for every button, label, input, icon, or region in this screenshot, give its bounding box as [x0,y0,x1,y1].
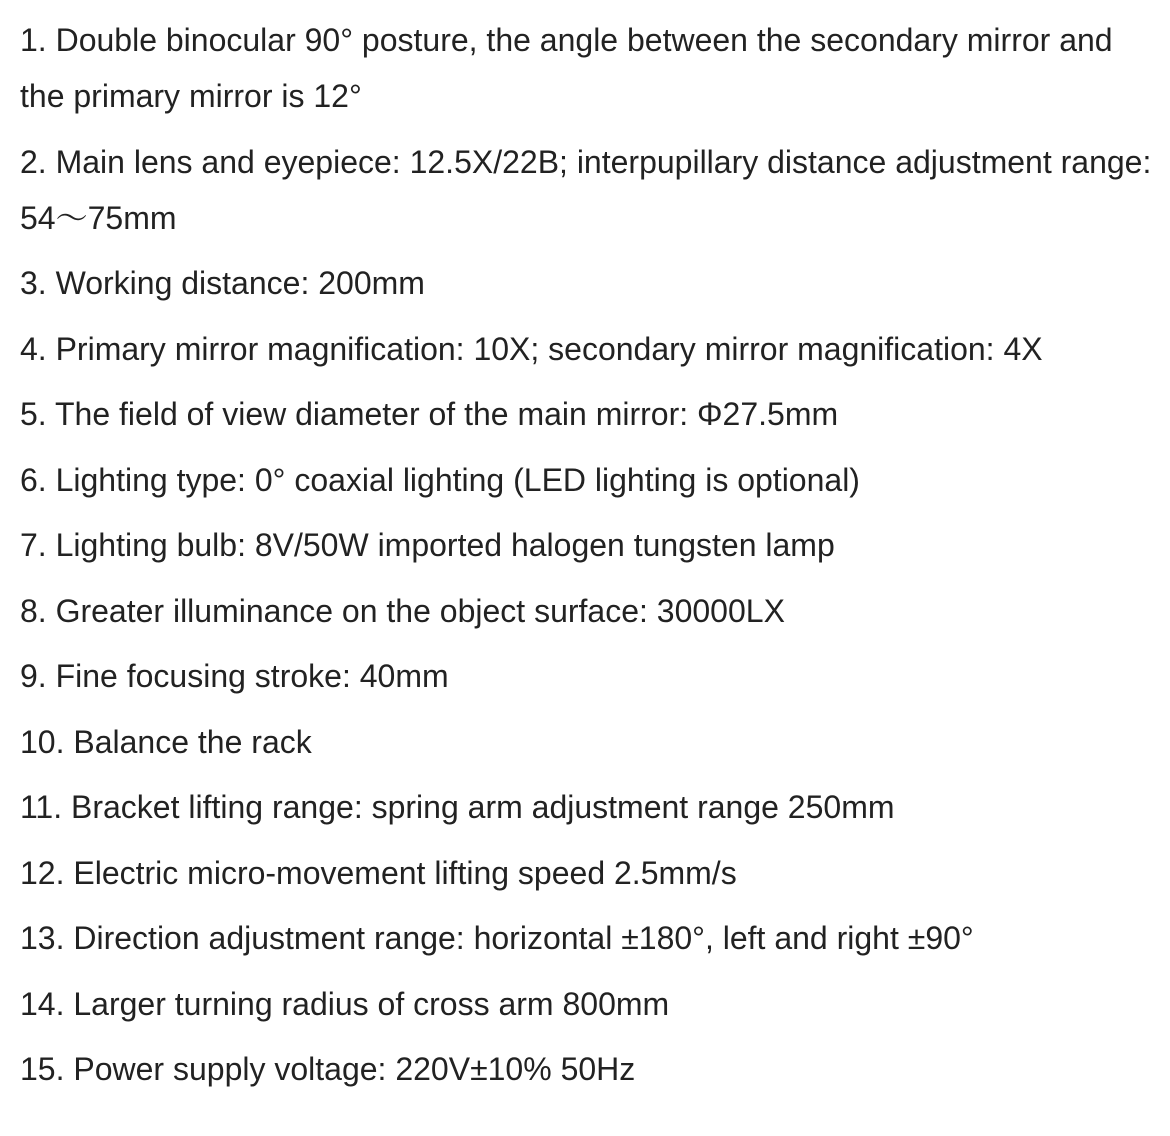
spec-item-12: 12. Electric micro-movement lifting speed 2.5mm/s [20,854,737,891]
spec-item-15: 15. Power supply voltage: 220V±10% 50Hz [20,1051,636,1087]
spec-item-3: 3. Working distance: 200mm [20,265,425,301]
spec-item-13: 13. Direction adjustment range: horizontal ±180°, left and right ±90° [20,920,974,956]
spec-item-7: 7. Lighting bulb: 8V/50W imported halogen tungsten lamp [20,527,835,563]
spec-item-2: 2. Main lens and eyepiece: 12.5X/22B; interpupillary distance adjustment range: 54～75mm [20,143,1152,236]
spec-item-5: 5. The field of view diameter of the main mirror: Φ27.5mm [20,396,839,432]
spec-item-10: 10. Balance the rack [20,723,312,760]
spec-item-4: 4. Primary mirror magnification: 10X; secondary mirror magnification: 4X [20,330,1043,367]
spec-item-6: 6. Lighting type: 0° coaxial lighting (LED lighting is optional) [20,461,860,498]
spec-list [20,12,1155,1107]
spec-item-14: 14. Larger turning radius of cross arm 800mm [20,985,670,1022]
spec-item-1: 1. Double binocular 90° posture, the angle between the secondary mirror and the primary mirror is 12° [20,22,1113,114]
spec-item-8: 8. Greater illuminance on the object surface: 30000LX [20,592,785,629]
spec-item-9: 9. Fine focusing stroke: 40mm [20,658,449,694]
spec-item-11: 11. Bracket lifting range: spring arm adjustment range 250mm [20,789,895,825]
